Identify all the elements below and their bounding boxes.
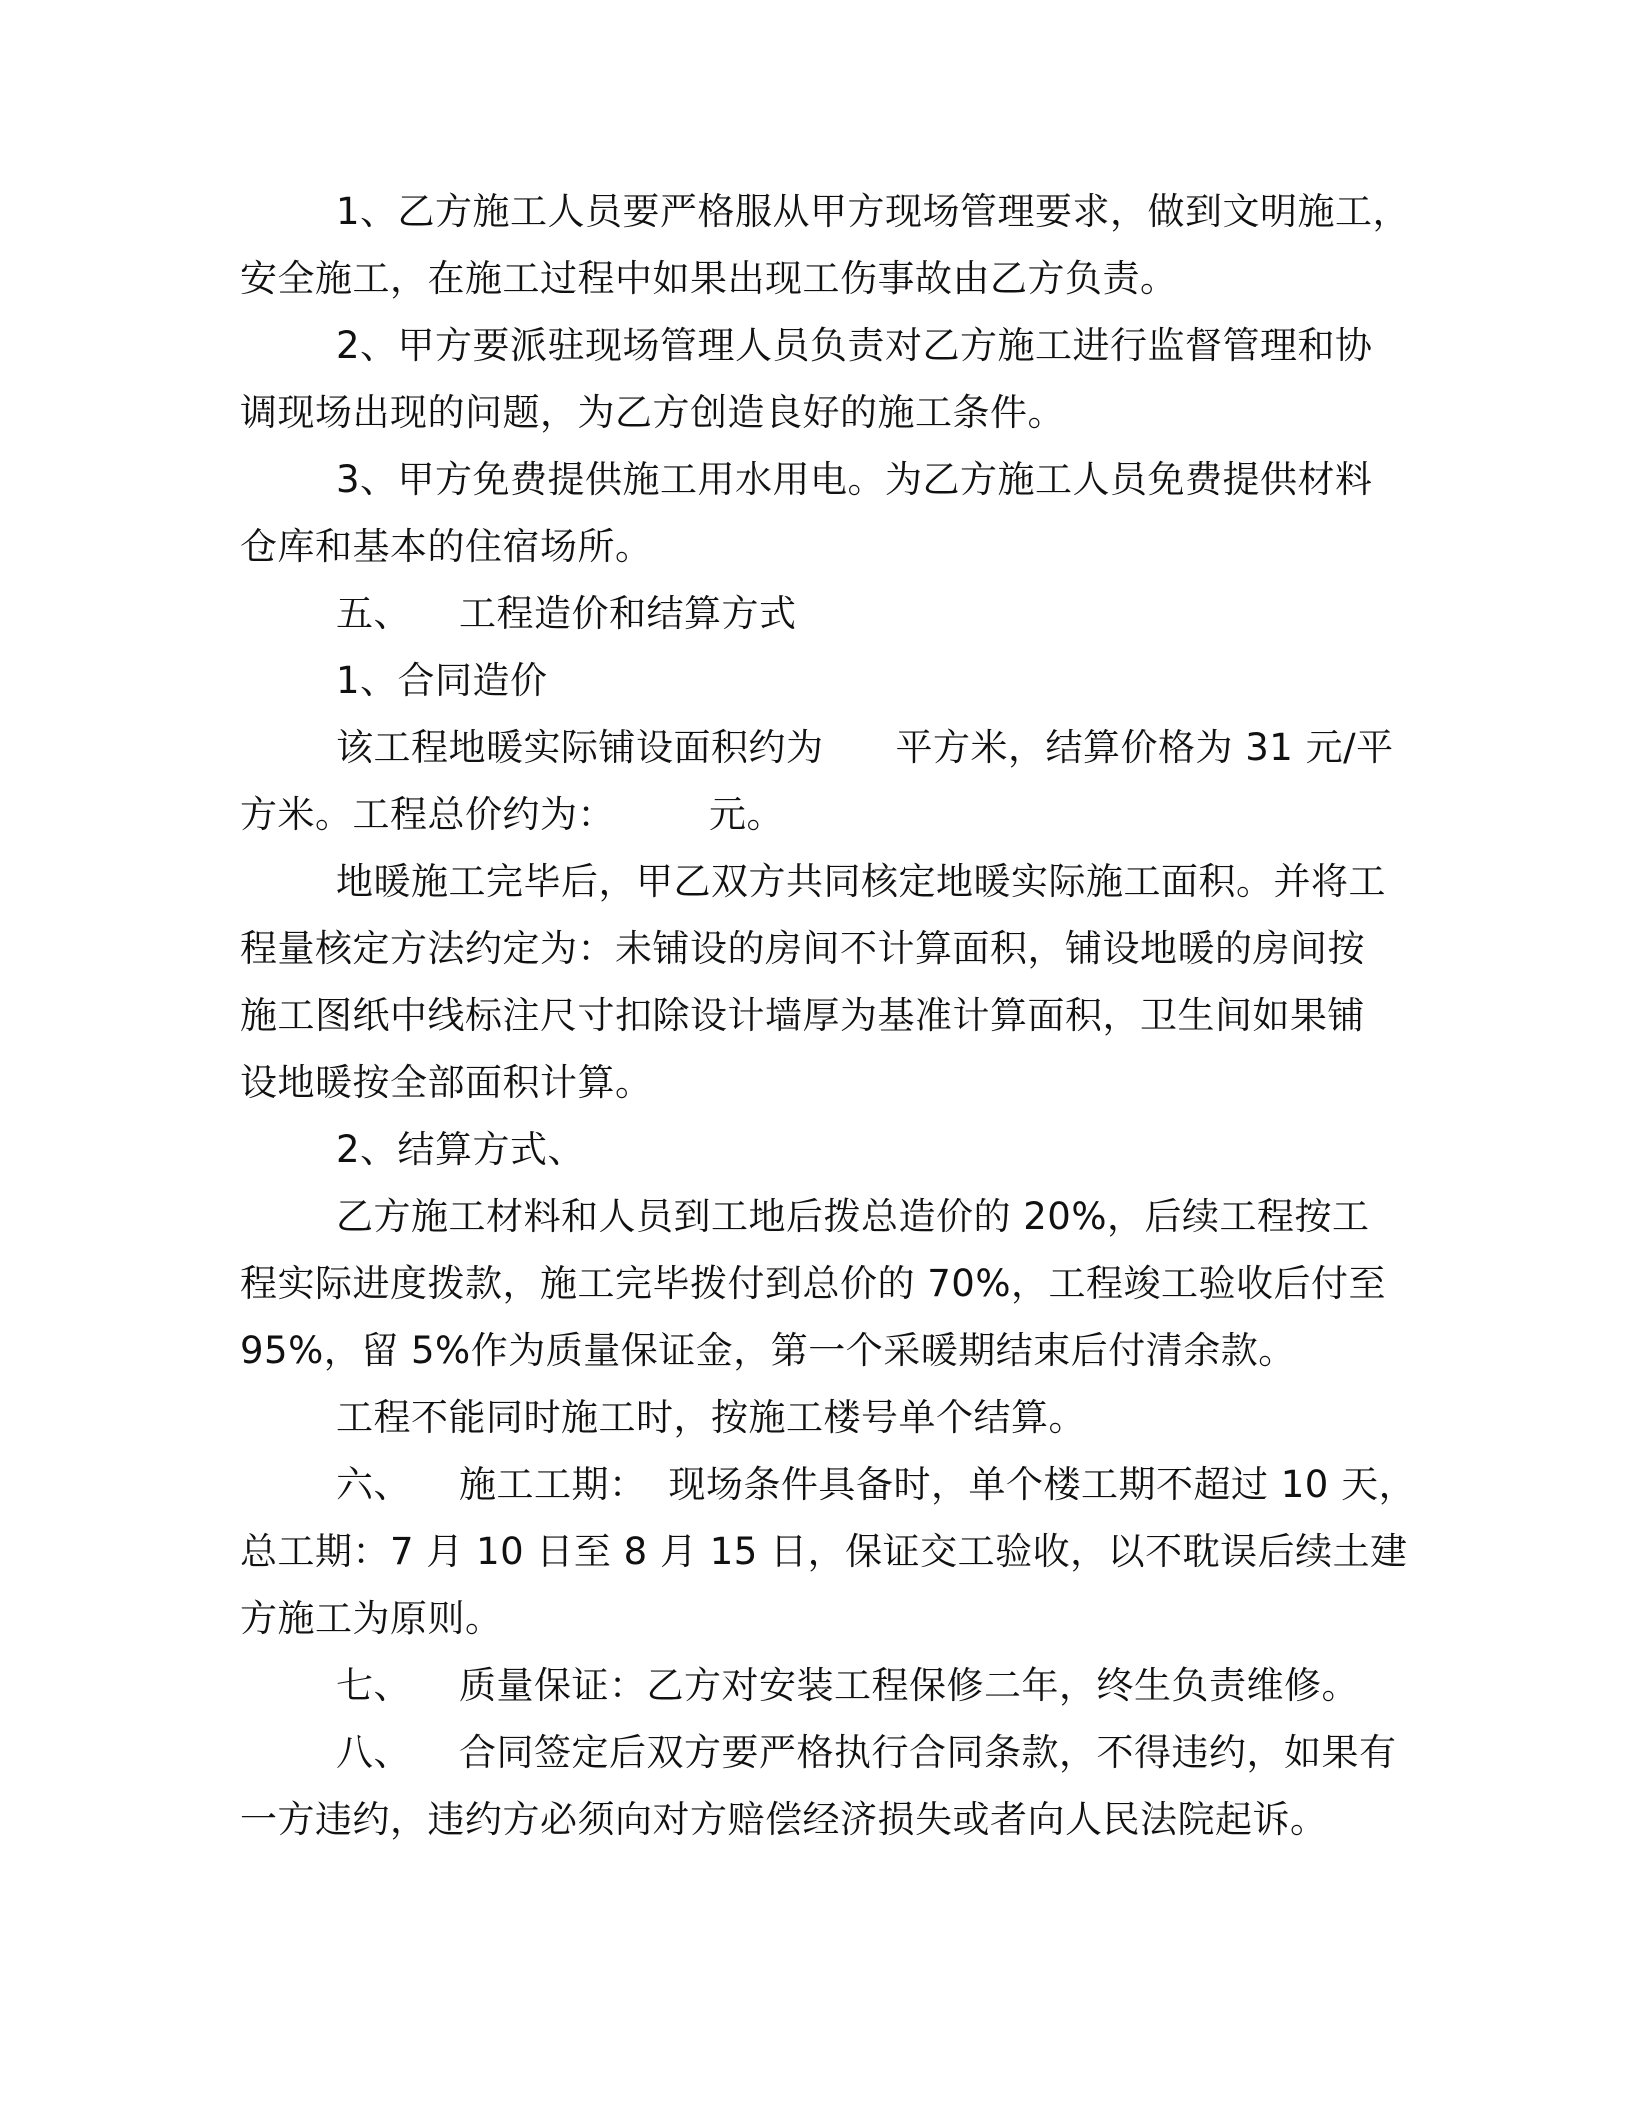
section-8-text: 合同签定后双方要严格执行合同条款，不得违约，如果有 <box>459 1731 1397 1774</box>
section-6-line-1 <box>240 1451 1417 1518</box>
section-7-number: 七、 <box>336 1664 411 1707</box>
section-6-number: 六、 <box>336 1463 411 1506</box>
total-price-unit: 元。 <box>709 793 784 836</box>
clause-3-line-2: 仓库和基本的住宿场所。 <box>240 525 653 568</box>
total-price-label: 方米。工程总价约为： <box>240 793 615 836</box>
payment-line-1: 乙方施工材料和人员到工地后拨总造价的 20%，后续工程按工 <box>336 1195 1370 1238</box>
price-line-1 <box>240 714 1394 781</box>
section-5-number: 五、 <box>336 592 411 635</box>
section-6-text: 现场条件具备时，单个楼工期不超过 10 天， <box>668 1463 1417 1506</box>
area-text: 该工程地暖实际铺设面积约为 <box>336 726 824 769</box>
measurement-line-1: 地暖施工完毕后，甲乙双方共同核定地暖实际施工面积。并将工 <box>336 860 1386 903</box>
section-6-line-2: 总工期：7 月 10 日至 8 月 15 日，保证交工验收，以不耽误后续土建 <box>240 1530 1408 1573</box>
clause-2-line-2: 调现场出现的问题，为乙方创造良好的施工条件。 <box>240 391 1065 434</box>
section-6-line-3: 方施工为原则。 <box>240 1597 503 1640</box>
separate-settlement-line: 工程不能同时施工时，按施工楼号单个结算。 <box>336 1396 1086 1439</box>
section-5-title: 工程造价和结算方式 <box>459 592 797 635</box>
unit-price-text: 平方米，结算价格为 31 元/平 <box>895 726 1394 769</box>
measurement-line-4: 设地暖按全部面积计算。 <box>240 1061 653 1104</box>
clause-3-line-1: 3、甲方免费提供施工用水用电。为乙方施工人员免费提供材料 <box>336 458 1373 501</box>
subsection-1-heading: 1、合同造价 <box>336 659 548 702</box>
clause-1-line-2: 安全施工，在施工过程中如果出现工伤事故由乙方负责。 <box>240 257 1178 300</box>
subsection-2-heading: 2、结算方式、 <box>336 1128 586 1171</box>
document-page <box>240 178 1417 1853</box>
section-7-line <box>240 1652 1380 1719</box>
section-6-title: 施工工期： <box>459 1463 647 1506</box>
price-line-2 <box>240 781 1380 848</box>
section-7-text: 质量保证：乙方对安装工程保修二年，终生负责维修。 <box>459 1664 1359 1707</box>
measurement-line-3: 施工图纸中线标注尺寸扣除设计墙厚为基准计算面积，卫生间如果铺 <box>240 994 1365 1037</box>
clause-2-line-1: 2、甲方要派驻现场管理人员负责对乙方施工进行监督管理和协 <box>336 324 1373 367</box>
clause-1-line-1: 1、乙方施工人员要严格服从甲方现场管理要求，做到文明施工， <box>336 190 1411 233</box>
section-8-line-1 <box>240 1719 1397 1786</box>
payment-line-3: 95%，留 5%作为质量保证金，第一个采暖期结束后付清余款。 <box>240 1329 1296 1372</box>
section-8-number: 八、 <box>336 1731 411 1774</box>
section-5-heading <box>240 580 1380 647</box>
payment-line-2: 程实际进度拨款，施工完毕拨付到总价的 70%，工程竣工验收后付至 <box>240 1262 1386 1305</box>
measurement-line-2: 程量核定方法约定为：未铺设的房间不计算面积，铺设地暖的房间按 <box>240 927 1365 970</box>
section-8-line-2: 一方违约，违约方必须向对方赔偿经济损失或者向人民法院起诉。 <box>240 1798 1328 1841</box>
